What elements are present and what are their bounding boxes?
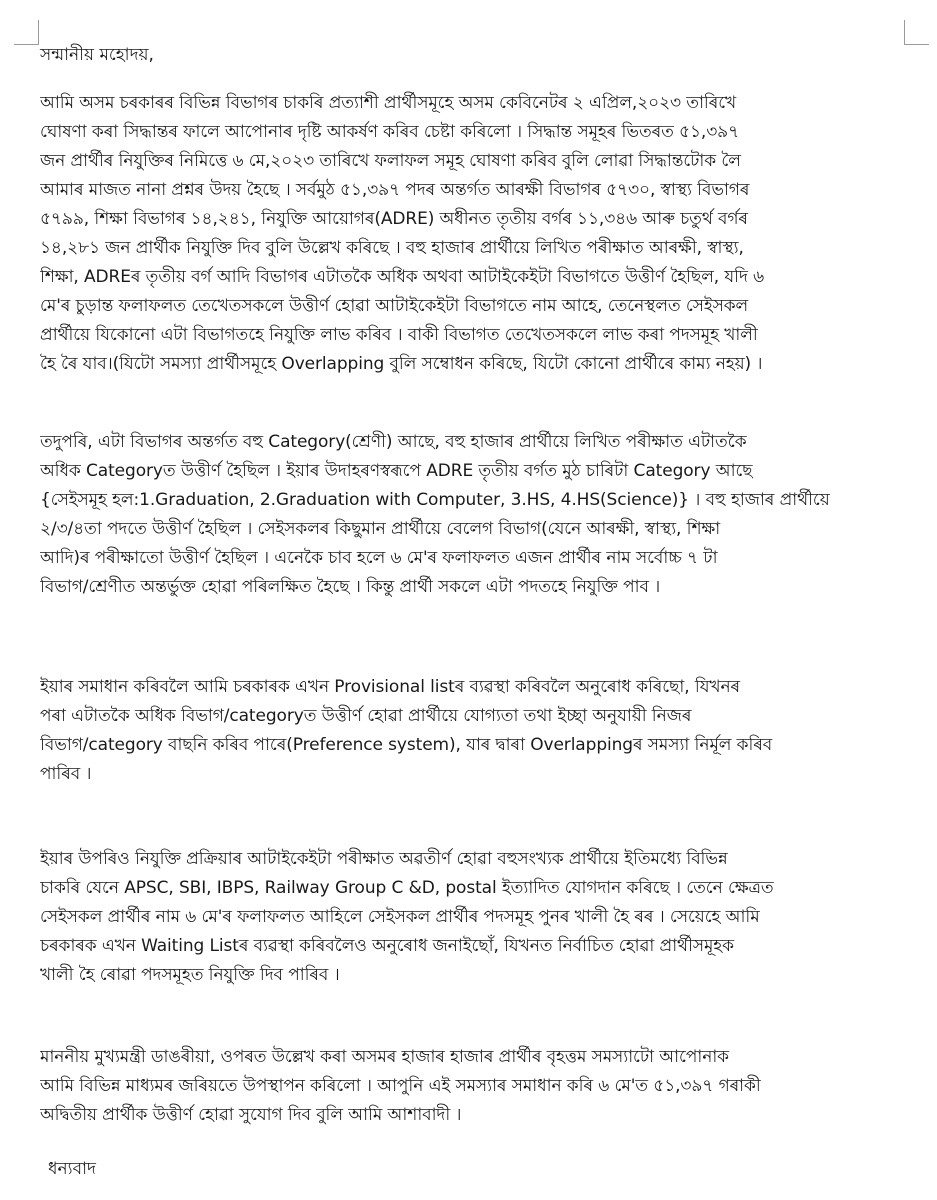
paragraph-line: ১৪,২৮১ জন প্ৰাৰ্থীক নিযুক্তি দিব বুলি উল্লেখ কৰিছে । বহু হাজাৰ প্ৰাৰ্থীয়ে লিখিত পৰীক্ষাত আৰক্ষী, স্বাস্থ্য, xyxy=(40,238,744,258)
paragraph-line: বিভাগ/category বাছনি কৰিব পাৰে(Preference system), যাৰ দ্বাৰা Overlappingৰ সমস্যা নিৰ্মূল কৰিব xyxy=(40,735,773,755)
margin-corner-mark-top-right xyxy=(904,20,929,45)
paragraph-line: প্ৰাৰ্থীয়ে যিকোনো এটা বিভাগতহে নিযুক্তি লাভ কৰিব । বাকী বিভাগত তেখেতসকলে লাভ কৰা পদসমূহ খালী xyxy=(40,325,758,345)
paragraph-line: ৫৭৯৯, শিক্ষা বিভাগৰ ১৪,২৪১, নিযুক্তি আয়োগৰ(ADRE) অধীনত তৃতীয় বৰ্গৰ ১১,৩৪৬ আৰু চতুৰ্থ বৰ্গৰ xyxy=(40,209,748,229)
paragraph-line: {সেইসমূহ হল:1.Graduation, 2.Graduation with Computer, 3.HS, 4.HS(Science)} । বহু হাজাৰ প্ৰাৰ্থীয়ে xyxy=(40,490,830,510)
margin-corner-mark-top-left xyxy=(14,20,39,45)
paragraph-line: শিক্ষা, ADREৰ তৃতীয় বৰ্গ আদি বিভাগৰ এটাতকৈ অধিক অথবা আটাইকেইটা বিভাগতে উত্তীৰ্ণ হৈছিল, যদি ৬ xyxy=(40,267,765,287)
paragraph-line: অধিক Categoryত উত্তীৰ্ণ হৈছিল । ইয়াৰ উদাহৰণস্বৰূপে ADRE তৃতীয় বৰ্গত মুঠ চাৰিটা Category আছে xyxy=(40,461,753,481)
salutation: সন্মানীয় মহোদয়, xyxy=(40,45,154,65)
paragraph-line: হৈ ৰৈ যাব।(যিটো সমস্যা প্ৰাৰ্থীসমূহে Overlapping বুলি সম্বোধন কৰিছে, যিটো কোনো প্ৰাৰ্থীৰে কাম্য নহয়) । xyxy=(40,354,763,374)
paragraph-line: চৰকাৰক এখন Waiting Listৰ ব্যৱস্থা কৰিবলৈও অনুৰোধ জনাইছোঁ, যিখনত নিৰ্বাচিত হোৱা প্ৰাৰ্থীসমূহক xyxy=(40,936,734,956)
paragraph-line: মে'ৰ চুড়ান্ত ফলাফলত তেখেতসকলে উত্তীৰ্ণ হোৱা আটাইকেইটা বিভাগতে নাম আহে, তেনেস্থলত সেইসকল xyxy=(40,296,749,316)
paragraph-line: আমাৰ মাজত নানা প্ৰশ্নৰ উদয় হৈছে । সৰ্বমুঠ ৫১,৩৯৭ পদৰ অন্তৰ্গত আৰক্ষী বিভাগৰ ৫৭৩০, স্বাস্থ্য বিভাগৰ xyxy=(40,180,750,200)
paragraph-line: জন প্ৰাৰ্থীৰ নিযুক্তিৰ নিমিত্তে ৬ মে,২০২৩ তাৰিখে ফলাফল সমূহ ঘোষণা কৰিব বুলি লোৱা সিদ্ধান্তটোক লৈ xyxy=(40,151,741,171)
paragraph-line: অদ্বিতীয় প্ৰাৰ্থীক উত্তীৰ্ণ হোৱা সুযোগ দিব বুলি আমি আশাবাদী । xyxy=(40,1105,462,1125)
paragraph-line: ২/৩/৪তা পদতে উত্তীৰ্ণ হৈছিল । সেইসকলৰ কিছুমান প্ৰাৰ্থীয়ে বেলেগ বিভাগ(যেনে আৰক্ষী, স্বাস্থ্য, শিক্ষা xyxy=(40,519,721,539)
paragraph-line: আমি অসম চৰকাৰৰ বিভিন্ন বিভাগৰ চাকৰি প্ৰত্যাশী প্ৰাৰ্থীসমূহে অসম কেবিনেটৰ ২ এপ্ৰিল,২০২৩ তাৰিখে xyxy=(40,93,737,113)
paragraph-line: আমি বিভিন্ন মাধ্যমৰ জৰিয়তে উপস্থাপন কৰিলো । আপুনি এই সমস্যাৰ সমাধান কৰি ৬ মে'ত ৫১,৩৯৭ গৰাকী xyxy=(40,1076,761,1096)
paragraph-3 xyxy=(40,673,900,789)
closing-signoff: ধন্যবাদ xyxy=(48,1159,96,1179)
paragraph-line: তদুপৰি, এটা বিভাগৰ অন্তৰ্গত বহু Category(শ্ৰেণী) আছে, বহু হাজাৰ প্ৰাৰ্থীয়ে লিখিত পৰীক্ষাত এটাতকৈ xyxy=(40,432,747,452)
paragraph-line: পাৰিব । xyxy=(40,764,92,784)
paragraph-line: খালী হৈ ৰোৱা পদসমূহত নিযুক্তি দিব পাৰিব । xyxy=(40,965,340,985)
paragraph-line: পৰা এটাতকৈ অধিক বিভাগ/categoryত উত্তীৰ্ণ হোৱা প্ৰাৰ্থীয়ে যোগ্যতা তথা ইচ্ছা অনুযায়ী নিজৰ xyxy=(40,706,692,726)
paragraph-line: চাকৰি যেনে APSC, SBI, IBPS, Railway Group C &D, postal ইত্যাদিত যোগদান কৰিছে । তেনে ক্ষেত্ৰত xyxy=(40,878,774,898)
paragraph-1 xyxy=(40,89,900,379)
paragraph-5 xyxy=(40,1043,900,1130)
paragraph-2 xyxy=(40,428,900,602)
paragraph-line: ইয়াৰ সমাধান কৰিবলৈ আমি চৰকাৰক এখন Provisional listৰ ব্যৱস্থা কৰিবলৈ অনুৰোধ কৰিছো, যিখনৰ xyxy=(40,677,740,697)
paragraph-4 xyxy=(40,845,900,990)
paragraph-line: ইয়াৰ উপৰিও নিযুক্তি প্ৰক্ৰিয়াৰ আটাইকেইটা পৰীক্ষাত অৱতীৰ্ণ হোৱা বহুসংখ্যক প্ৰাৰ্থীয়ে ইতিমধ্যে বিভিন্ন xyxy=(40,849,728,869)
paragraph-line: বিভাগ/শ্ৰেণীত অন্তৰ্ভুক্ত হোৱা পৰিলক্ষিত হৈছে । কিন্তু প্ৰাৰ্থী সকলে এটা পদতহে নিযুক্তি পাব । xyxy=(40,577,661,597)
paragraph-line: মাননীয় মুখ্যমন্ত্ৰী ডাঙৰীয়া, ওপৰত উল্লেখ কৰা অসমৰ হাজাৰ হাজাৰ প্ৰাৰ্থীৰ বৃহত্তম সমস্যাটো আপোনাক xyxy=(40,1047,729,1067)
paragraph-line: ঘোষণা কৰা সিদ্ধান্তৰ ফালে আপোনাৰ দৃষ্টি আকৰ্ষণ কৰিব চেষ্টা কৰিলো । সিদ্ধান্ত সমূহৰ ভিতৰত ৫১,৩৯৭ xyxy=(40,122,740,142)
paragraph-line: সেইসকল প্ৰাৰ্থীৰ নাম ৬ মে'ৰ ফলাফলত আহিলে সেইসকল প্ৰাৰ্থীৰ পদসমূহ পুনৰ খালী হৈ ৰৰ । সেয়েহে আমি xyxy=(40,907,760,927)
paragraph-line: আদি)ৰ পৰীক্ষাতো উত্তীৰ্ণ হৈছিল । এনেকৈ চাব হলে ৬ মে'ৰ ফলাফলত এজন প্ৰাৰ্থীৰ নাম সৰ্বোচ্চ ৭ টা xyxy=(40,548,718,568)
